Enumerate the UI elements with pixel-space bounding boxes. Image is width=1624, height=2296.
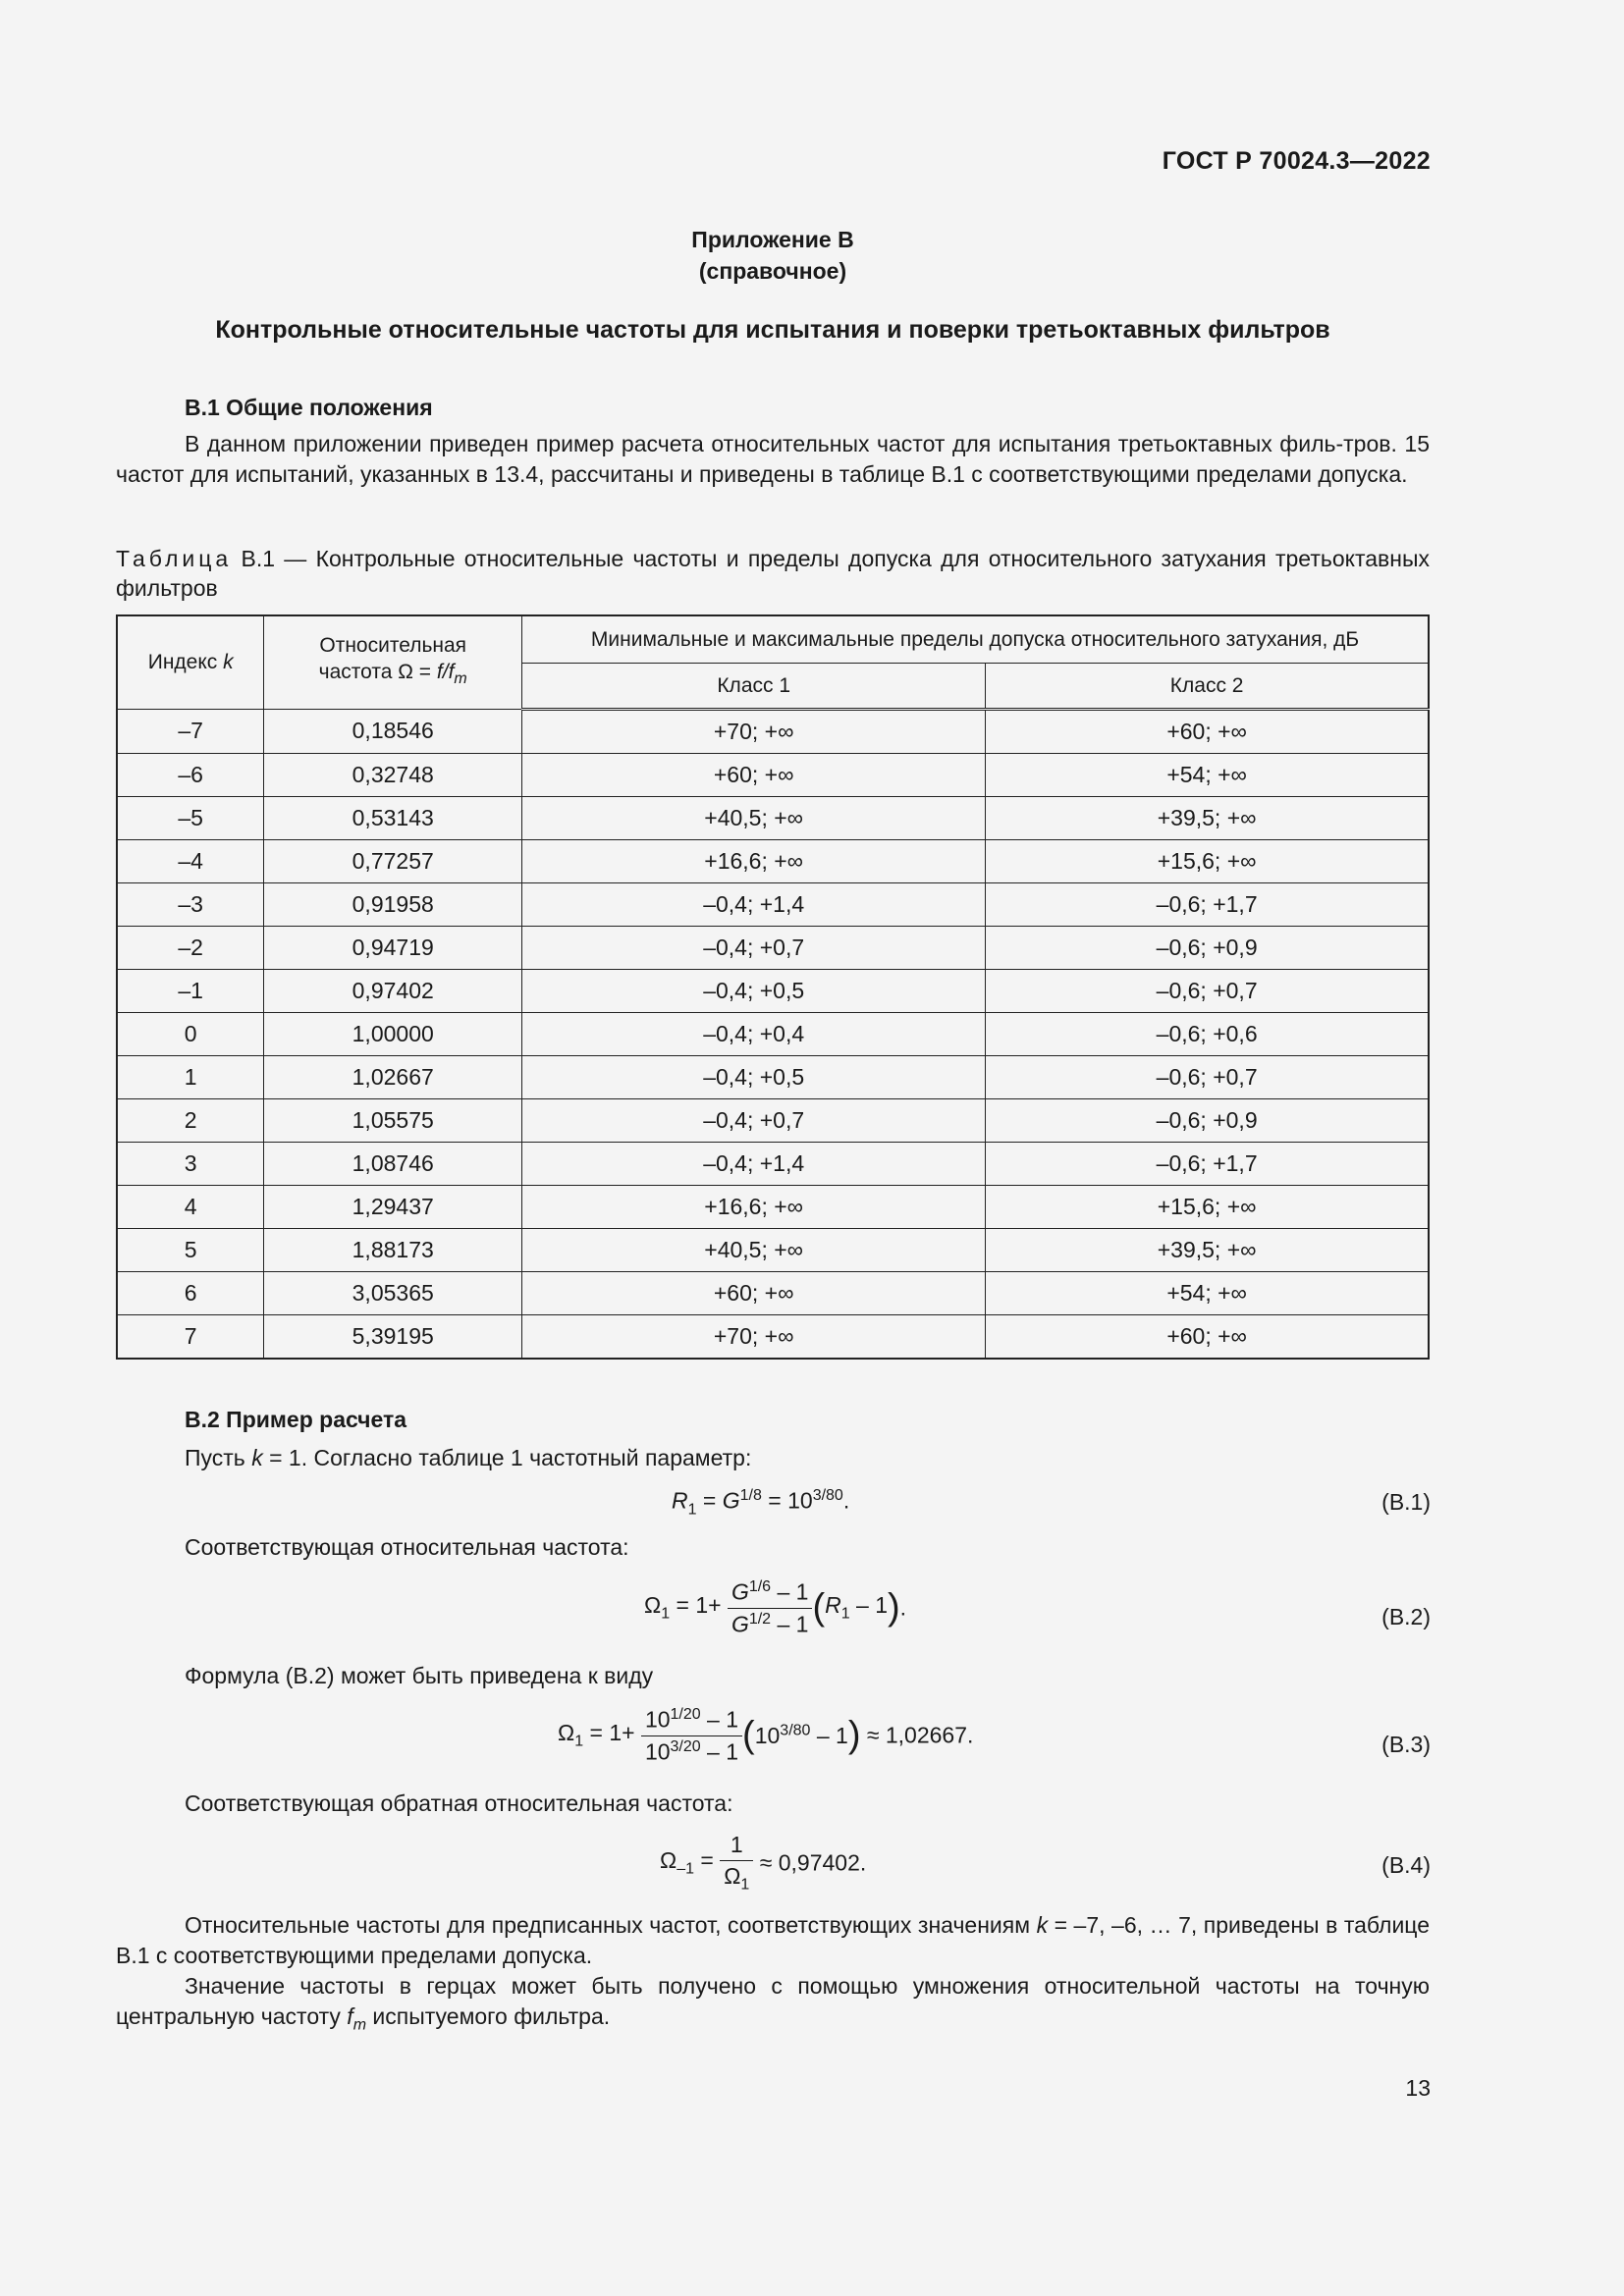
cell-relative-frequency: 0,91958: [264, 882, 522, 926]
cell-class-2-limits: +39,5; +∞: [986, 796, 1429, 839]
section-b1-paragraph: В данном приложении приведен пример расчета относительных частот для испытания третьоктавных филь-тров. 15 частот для испытаний, указанных в 13.4, рассчитаны и приведены в таблице В.1 с соответствующими пределами допуска.: [116, 431, 1430, 487]
section-heading-b2: В.2 Пример расчета: [185, 1407, 407, 1432]
table-row: [117, 1271, 1429, 1314]
formula-b1: $R_1 = G^{1/8} = 10^{3/80}$.: [672, 1487, 850, 1519]
appendix-title: Контрольные относительные частоты для испытания и поверки третьоктавных фильтров: [215, 316, 1330, 344]
cell-class-1-limits: –0,4; +0,5: [522, 1055, 986, 1098]
cell-class-2-limits: +60; +∞: [986, 709, 1429, 753]
cell-class-1-limits: +40,5; +∞: [522, 1228, 986, 1271]
cell-class-1-limits: –0,4; +0,4: [522, 1012, 986, 1055]
cell-index: –3: [117, 882, 264, 926]
header-class-1: Класс 1: [522, 663, 986, 709]
formula-b3-number: (В.3): [1381, 1732, 1431, 1757]
formula-b4: $\Omega_{-1}$ = $\frac{1}{\Omega_1}$ ≈ 0,97402.: [660, 1832, 867, 1894]
cell-class-2-limits: –0,6; +0,7: [986, 1055, 1429, 1098]
cell-class-1-limits: +60; +∞: [522, 753, 986, 796]
cell-relative-frequency: 1,05575: [264, 1098, 522, 1142]
section-b2-line1: Пусть k = 1. Согласно таблице 1 частотный параметр:: [185, 1445, 752, 1470]
header-class-2: Класс 2: [986, 663, 1429, 709]
cell-class-1-limits: –0,4; +1,4: [522, 1142, 986, 1185]
cell-index: 5: [117, 1228, 264, 1271]
cell-relative-frequency: 1,08746: [264, 1142, 522, 1185]
section-b2-line2: Соответствующая относительная частота:: [185, 1534, 629, 1560]
table-row: [117, 1012, 1429, 1055]
table-row: [117, 1098, 1429, 1142]
cell-class-2-limits: –0,6; +0,7: [986, 969, 1429, 1012]
cell-class-2-limits: –0,6; +1,7: [986, 1142, 1429, 1185]
cell-index: –6: [117, 753, 264, 796]
table-body: [117, 709, 1429, 1359]
cell-class-2-limits: +15,6; +∞: [986, 839, 1429, 882]
cell-class-2-limits: +60; +∞: [986, 1314, 1429, 1359]
cell-class-1-limits: –0,4; +0,5: [522, 969, 986, 1012]
cell-relative-frequency: 0,97402: [264, 969, 522, 1012]
cell-relative-frequency: 1,29437: [264, 1185, 522, 1228]
formula-b2-number: (В.2): [1381, 1604, 1431, 1629]
cell-index: –1: [117, 969, 264, 1012]
cell-class-1-limits: +60; +∞: [522, 1271, 986, 1314]
cell-relative-frequency: 0,18546: [264, 709, 522, 753]
cell-class-2-limits: –0,6; +0,9: [986, 1098, 1429, 1142]
cell-class-1-limits: +16,6; +∞: [522, 839, 986, 882]
cell-class-2-limits: –0,6; +0,6: [986, 1012, 1429, 1055]
cell-class-1-limits: –0,4; +0,7: [522, 926, 986, 969]
table-row: [117, 1314, 1429, 1359]
cell-relative-frequency: 5,39195: [264, 1314, 522, 1359]
table-row: [117, 753, 1429, 796]
cell-index: 0: [117, 1012, 264, 1055]
cell-class-1-limits: –0,4; +0,7: [522, 1098, 986, 1142]
table-row: [117, 1228, 1429, 1271]
appendix-type: (справочное): [698, 258, 847, 284]
cell-index: 3: [117, 1142, 264, 1185]
cell-class-1-limits: +16,6; +∞: [522, 1185, 986, 1228]
cell-class-1-limits: +70; +∞: [522, 1314, 986, 1359]
table-caption-text: В.1 — Контрольные относительные частоты и пределы допуска для относительного затухания третьоктавных фильтров: [116, 546, 1430, 601]
table-row: [117, 969, 1429, 1012]
document-code: ГОСТ Р 70024.3—2022: [1162, 147, 1431, 175]
cell-class-2-limits: +54; +∞: [986, 1271, 1429, 1314]
cell-index: 2: [117, 1098, 264, 1142]
formula-b1-number: (В.1): [1381, 1489, 1431, 1515]
cell-index: –7: [117, 709, 264, 753]
table-row: [117, 1142, 1429, 1185]
cell-class-2-limits: +54; +∞: [986, 753, 1429, 796]
cell-class-2-limits: +39,5; +∞: [986, 1228, 1429, 1271]
cell-index: 7: [117, 1314, 264, 1359]
table-caption: [116, 544, 1430, 603]
section-heading-b1: В.1 Общие положения: [185, 395, 433, 420]
cell-class-2-limits: –0,6; +1,7: [986, 882, 1429, 926]
cell-class-1-limits: –0,4; +1,4: [522, 882, 986, 926]
appendix-heading: [116, 224, 1430, 287]
cell-index: –5: [117, 796, 264, 839]
cell-index: –4: [117, 839, 264, 882]
cell-class-1-limits: +40,5; +∞: [522, 796, 986, 839]
cell-relative-frequency: 1,88173: [264, 1228, 522, 1271]
formula-b2: $\Omega_1 = 1+$ $\frac{G^{1/6} - 1}{G^{1/2} - 1}$ $(R_1 - 1)$.: [644, 1578, 907, 1637]
table-row: [117, 796, 1429, 839]
header-index: Индекс k: [117, 615, 264, 709]
section-b2-paragraph1: Относительные частоты для предписанных частот, соответствующих значениям k = –7, –6, … 7, приведены в таблице В.1 с соответствующими пределами допуска.: [116, 1912, 1430, 1968]
section-b2-line3: Формула (В.2) может быть приведена к виду: [185, 1663, 654, 1688]
frequency-table: [116, 614, 1430, 1360]
header-tolerance-limits: Минимальные и максимальные пределы допуска относительного затухания, дБ: [522, 615, 1429, 663]
table-row: [117, 926, 1429, 969]
section-b2-paragraph2: Значение частоты в герцах может быть получено с помощью умножения относительной частоты на точную центральную частоту $f_m$ испытуемого фильтра.: [116, 1973, 1430, 2034]
cell-index: 4: [117, 1185, 264, 1228]
cell-relative-frequency: 0,94719: [264, 926, 522, 969]
cell-index: –2: [117, 926, 264, 969]
table-row: [117, 709, 1429, 753]
table-row: [117, 1185, 1429, 1228]
cell-class-2-limits: +15,6; +∞: [986, 1185, 1429, 1228]
cell-class-2-limits: –0,6; +0,9: [986, 926, 1429, 969]
cell-class-1-limits: +70; +∞: [522, 709, 986, 753]
cell-relative-frequency: 3,05365: [264, 1271, 522, 1314]
table-row: [117, 1055, 1429, 1098]
section-b2-line4: Соответствующая обратная относительная частота:: [185, 1790, 733, 1816]
cell-index: 6: [117, 1271, 264, 1314]
page-number: 13: [1405, 2075, 1431, 2101]
table-row: [117, 882, 1429, 926]
header-relative-frequency: Относительная частота $\Omega = f/f_m$: [264, 615, 522, 709]
appendix-label: Приложение В: [691, 227, 854, 252]
cell-index: 1: [117, 1055, 264, 1098]
table-caption-label: Таблица: [116, 546, 233, 571]
table-row: [117, 839, 1429, 882]
cell-relative-frequency: 0,53143: [264, 796, 522, 839]
formula-b4-number: (В.4): [1381, 1852, 1431, 1878]
cell-relative-frequency: 1,02667: [264, 1055, 522, 1098]
cell-relative-frequency: 1,00000: [264, 1012, 522, 1055]
formula-b3: $\Omega_1 = 1+$ $\frac{10^{1/20} - 1}{10^{3/20} - 1}$ $(10^{3/80} - 1) \approx 1,02667$.: [558, 1706, 974, 1765]
cell-relative-frequency: 0,77257: [264, 839, 522, 882]
cell-relative-frequency: 0,32748: [264, 753, 522, 796]
